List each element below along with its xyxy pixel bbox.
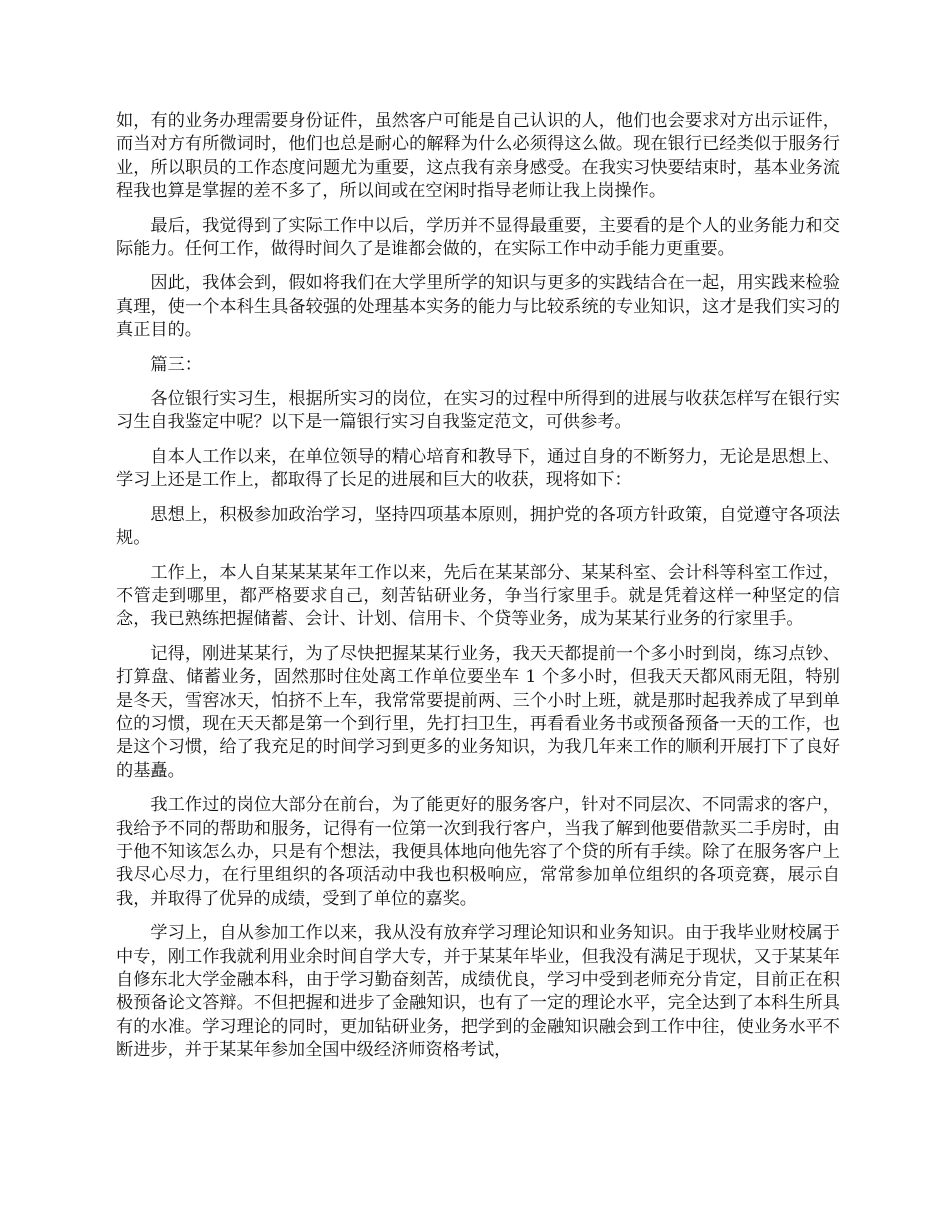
section-heading-part-three: 篇三： (150, 354, 202, 375)
paragraph-purpose: 因此，我体会到，假如将我们在大学里所学的知识与更多的实践结合在一起，用实践来检验真理，使一个本科生具备较强的处理基本实务的能力与比较系统的专业知识，这才是我们实习的真正目的。 (116, 273, 840, 341)
paragraph-study: 学习上，自从参加工作以来，我从没有放弃学习理论知识和业务知识。由于我毕业财校属于中专，刚工作我就利用业余时间自学大专，并于某某年毕业，但我没有满足于现状，又于某某年自修东北大学金融本科，由于学习勤奋刻苦，成绩优良，学习中受到老师充分肯定，目前正在积极预备论文答辩。不但把握和进步了金融知识，也有了一定的理论水平，完全达到了本科生所具有的水准。学习理论的同时，更加钻研业务，把学到的金融知识融会到工作中往，使业务水平不断进步，并于某某年参加全国中级经济师资格考试， (116, 923, 840, 1061)
paragraph-ideology: 思想上，积极参加政治学习，坚持四项基本原则，拥护党的各项方针政策，自觉遵守各项法规。 (116, 504, 840, 549)
paragraph-intro: 各位银行实习生，根据所实习的岗位，在实习的过程中所得到的进展与收获怎样写在银行实习生自我鉴定中呢？以下是一篇银行实习自我鉴定范文，可供参考。 (116, 389, 840, 433)
paragraph-work: 工作上，本人自某某某某年工作以来，先后在某某部分、某某科室、会计科等科室工作过，不管走到哪里，都严格要求自己，刻苦钻研业务，争当行家里手。就是凭着这样一种坚定的信念，我已熟练把握储蓄、会计、计划、信用卡、个贷等业务，成为某某行业务的行家里手。 (116, 562, 840, 630)
paragraph-customer-service: 我工作过的岗位大部分在前台，为了能更好的服务客户，针对不同层次、不同需求的客户，我给予不同的帮助和服务，记得有一位第一次到我行客户，当我了解到他要借款买二手房时，由于他不知该怎么办，只是有个想法，我便具体地向他先容了个贷的所有手续。除了在服务客户上我尽心尽力，在行里组织的各项活动中我也积极响应，常常参加单位组织的各项竞赛，展示自我，并取得了优异的成绩，受到了单位的嘉奖。 (116, 795, 840, 909)
paragraph-overview: 自本人工作以来，在单位领导的精心培育和教导下，通过自身的不断努力，无论是思想上、学习上还是工作上，都取得了长足的进展和巨大的收获，现将如下： (116, 446, 840, 491)
paragraph-continuation: 如，有的业务办理需要身份证件，虽然客户可能是自己认识的人，他们也会要求对方出示证件，而当对方有所微词时，他们也总是耐心的解释为什么必须得这么做。现在银行已经类似于服务行业，所以职员的工作态度问题尤为重要，这点我有亲身感受。在我实习快要结束时，基本业务流程我也算是掌握的差不多了，所以间或在空闲时指导老师让我上岗操作。 (116, 111, 840, 202)
paragraph-memory: 记得，刚进某某行，为了尽快把握某某行业务，我天天都提前一个多小时到岗，练习点钞、打算盘、储蓄业务，固然那时住处离工作单位要坐车 1 个多小时，但我天天都风雨无阻，特别是冬天，雪窖冰天，怕挤不上车，我常常要提前两、三个小时上班，就是那时起我养成了早到单位的习惯，现在天天都是第一个到行里，先打扫卫生，再看看业务书或预备预备一天的工作，也是这个习惯，给了我充足的时间学习到更多的业务知识，为我几年来工作的顺利开展打下了良好的基矗。 (116, 643, 840, 781)
document-body (116, 110, 840, 1074)
paragraph-conclusion: 最后，我觉得到了实际工作中以后，学历并不显得最重要，主要看的是个人的业务能力和交际能力。任何工作，做得时间久了是谁都会做的，在实际工作中动手能力更重要。 (116, 215, 840, 260)
